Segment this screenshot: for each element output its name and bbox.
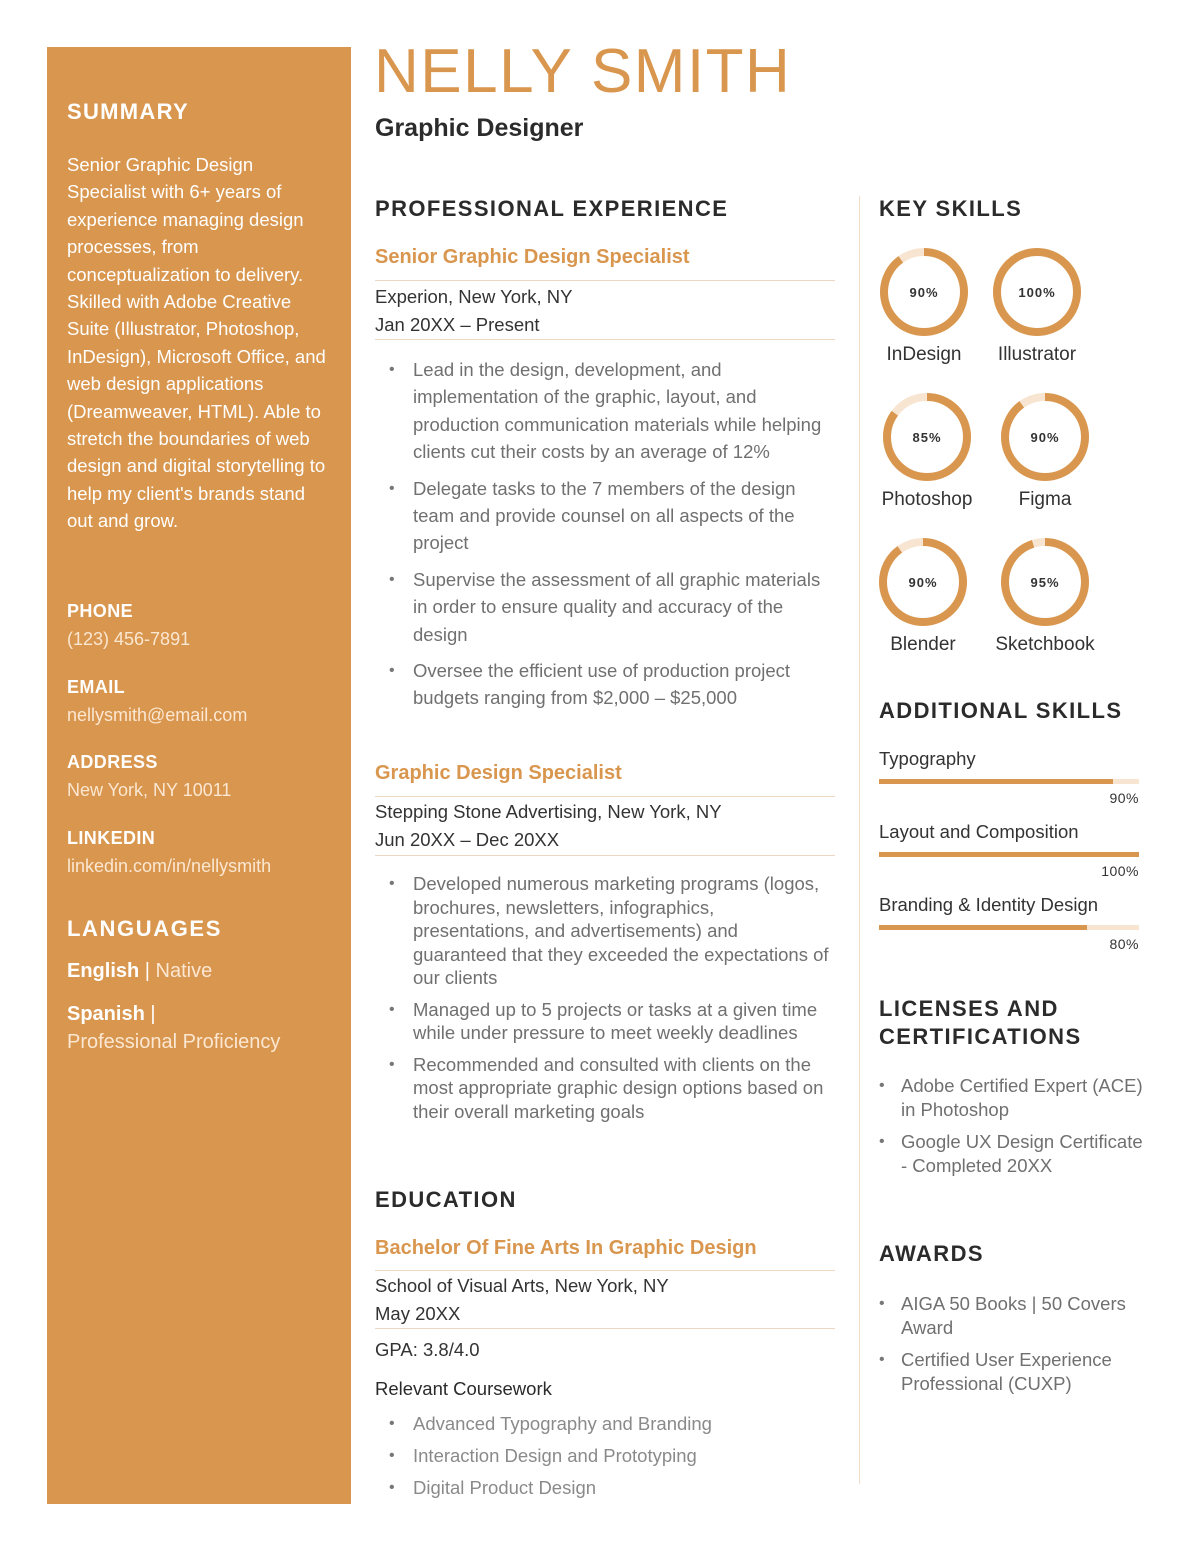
skill-ring	[877, 245, 971, 339]
awards-list	[879, 1292, 1149, 1404]
language-name: English	[67, 960, 140, 982]
skill-name: Layout and Composition	[879, 821, 1079, 842]
job-title: Senior Graphic Design Specialist	[375, 246, 690, 268]
skill-bar-fill	[879, 852, 1139, 857]
key-skills-heading: KEY SKILLS	[879, 196, 1023, 221]
list-item: • Supervise the assessment of all graphic materials in order to ensure quality and accuracy of the design	[413, 566, 835, 648]
skill-percent: 100%	[1018, 284, 1056, 300]
additional-skills-heading: ADDITIONAL SKILLS	[879, 698, 1123, 723]
list-item: • Managed up to 5 projects or tasks at a given time while under pressure to meet weekly deadlines	[413, 998, 835, 1045]
skill-name: Blender	[890, 634, 956, 655]
column-divider	[859, 196, 860, 1484]
skill-name: Photoshop	[881, 489, 973, 510]
skill-ring	[998, 535, 1092, 629]
skill-percent: 100%	[1101, 863, 1139, 879]
divider-line	[375, 280, 835, 281]
divider-line	[375, 339, 835, 340]
candidate-name: NELLY SMITH	[374, 37, 792, 106]
skill-ring	[990, 245, 1084, 339]
list-item: • Recommended and consulted with clients on the most appropriate graphic design options based on their overall marketing goals	[413, 1053, 835, 1124]
address-label: ADDRESS	[67, 752, 158, 772]
skill-bar	[879, 779, 1139, 784]
divider-line	[375, 796, 835, 797]
divider-line	[375, 1270, 835, 1271]
skill-percent: 90%	[909, 284, 939, 300]
school-name: School of Visual Arts, New York, NY	[375, 1275, 669, 1296]
list-item: • Adobe Certified Expert (ACE) in Photoshop	[901, 1074, 1149, 1121]
certifications-heading-line: CERTIFICATIONS	[879, 1024, 1082, 1049]
language-separator: |	[139, 960, 156, 982]
language-level: Professional Proficiency	[67, 1031, 281, 1053]
awards-heading: AWARDS	[879, 1241, 984, 1266]
job-company: Experion, New York, NY	[375, 286, 573, 307]
list-item: • Google UX Design Certificate - Completed 20XX	[901, 1130, 1149, 1177]
graduation-date: May 20XX	[375, 1303, 461, 1324]
certifications-heading	[879, 995, 1082, 1051]
skill-percent: 80%	[1109, 936, 1139, 952]
language-name: Spanish	[67, 1003, 145, 1025]
divider-line	[375, 1328, 835, 1329]
list-item: • Oversee the efficient use of production project budgets ranging from $2,000 – $25,000	[413, 657, 835, 712]
summary-text: Senior Graphic Design Specialist with 6+ years of experience managing design processes, from conceptualization to delivery. Skilled with Adobe Creative Suite (Illustrator, Photoshop, InDesign), Microsoft Office, and web design applications (Dreamweaver, HTML). Able to stretch the boundaries of web design and digital storytelling to help my client's brands stand out and grow.	[67, 154, 326, 532]
skill-ring	[876, 535, 970, 629]
sidebar	[47, 47, 351, 1504]
degree-title: Bachelor Of Fine Arts In Graphic Design	[375, 1237, 757, 1259]
language-level: Native	[155, 960, 213, 982]
list-item: • Lead in the design, development, and implementation of the graphic, layout, and production communication materials while helping clients cut their costs by an average of 12%	[413, 356, 835, 466]
skill-name: Typography	[879, 748, 976, 769]
skill-percent: 85%	[912, 429, 942, 445]
address-value: New York, NY 10011	[67, 780, 232, 800]
list-item: • Developed numerous marketing programs (logos, brochures, newsletters, infographics, presentations, and advertisements) and guaranteed that they exceeded the expectations of our clients	[413, 872, 835, 990]
skill-percent: 95%	[1030, 574, 1060, 590]
skill-bar	[879, 925, 1139, 930]
job-bullets	[375, 872, 835, 1131]
list-item: • Certified User Experience Professional (CUXP)	[901, 1348, 1149, 1395]
linkedin-value: linkedin.com/in/nellysmith	[67, 856, 272, 876]
job-company: Stepping Stone Advertising, New York, NY	[375, 801, 722, 822]
summary-heading: SUMMARY	[67, 99, 189, 124]
list-item: • Interaction Design and Prototyping	[413, 1440, 835, 1472]
email-label: EMAIL	[67, 677, 125, 697]
list-item: • AIGA 50 Books | 50 Covers Award	[901, 1292, 1149, 1339]
skill-ring	[998, 390, 1092, 484]
phone-value: (123) 456-7891	[67, 629, 191, 649]
job-dates: Jun 20XX – Dec 20XX	[375, 829, 560, 850]
phone-label: PHONE	[67, 601, 134, 621]
coursework-heading: Relevant Coursework	[375, 1378, 552, 1399]
gpa: GPA: 3.8/4.0	[375, 1339, 480, 1360]
skill-name: Figma	[1018, 489, 1072, 510]
languages-heading: LANGUAGES	[67, 916, 222, 941]
skill-name: InDesign	[886, 344, 962, 365]
skill-percent: 90%	[1109, 790, 1139, 806]
coursework-list	[375, 1408, 835, 1504]
skill-percent: 90%	[1030, 429, 1060, 445]
list-item: • Delegate tasks to the 7 members of the design team and provide counsel on all aspects of the project	[413, 475, 835, 557]
skill-bar-fill	[879, 925, 1087, 930]
divider-line	[375, 855, 835, 856]
skill-name: Sketchbook	[995, 634, 1095, 655]
job-title: Graphic Design Specialist	[375, 762, 622, 784]
certifications-list	[879, 1074, 1149, 1186]
experience-heading: PROFESSIONAL EXPERIENCE	[375, 196, 729, 221]
skill-bar-fill	[879, 779, 1113, 784]
language-separator: |	[144, 1003, 156, 1025]
language-item	[67, 1000, 327, 1056]
certifications-heading-line: LICENSES AND	[879, 996, 1059, 1021]
language-item	[67, 957, 212, 985]
skill-ring	[880, 390, 974, 484]
list-item: • Digital Product Design	[413, 1472, 835, 1504]
linkedin-label: LINKEDIN	[67, 828, 156, 848]
education-heading: EDUCATION	[375, 1187, 517, 1212]
candidate-role: Graphic Designer	[375, 114, 584, 142]
skill-name: Branding & Identity Design	[879, 894, 1099, 915]
skill-percent: 90%	[908, 574, 938, 590]
skill-bar	[879, 852, 1139, 857]
job-dates: Jan 20XX – Present	[375, 314, 540, 335]
email-value: nellysmith@email.com	[67, 705, 248, 725]
list-item: • Advanced Typography and Branding	[413, 1408, 835, 1440]
job-bullets	[375, 356, 835, 721]
skill-name: Illustrator	[997, 344, 1077, 365]
